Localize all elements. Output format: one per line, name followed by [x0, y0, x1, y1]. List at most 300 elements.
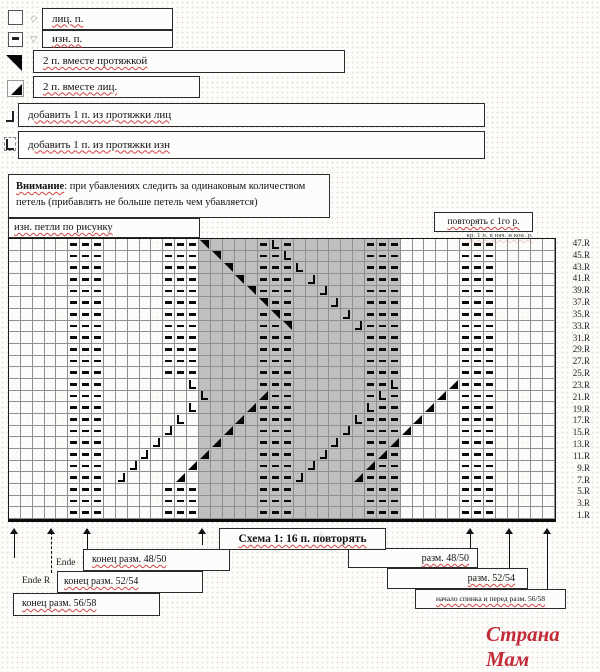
- chart-cell: [294, 297, 306, 309]
- chart-cell: [80, 356, 92, 368]
- stitch-symbol: [165, 266, 172, 269]
- chart-cell: [128, 239, 140, 251]
- chart-cell: [45, 379, 57, 391]
- chart-cell: [258, 332, 270, 344]
- chart-cell: [21, 367, 33, 379]
- chart-cell: [235, 367, 247, 379]
- chart-cell: [341, 262, 353, 274]
- stitch-symbol: [82, 500, 89, 503]
- stitch-symbol: [367, 511, 374, 514]
- chart-cell: [508, 507, 520, 519]
- stitch-symbol: [462, 488, 469, 491]
- chart-cell: [246, 449, 258, 461]
- chart-cell: [151, 391, 163, 403]
- chart-cell: [270, 414, 282, 426]
- chart-cell: [246, 251, 258, 263]
- up-arrow: [47, 528, 56, 573]
- stitch-symbol: [70, 371, 77, 374]
- chart-cell: [543, 239, 555, 251]
- chart-cell: [318, 414, 330, 426]
- chart-cell: [235, 251, 247, 263]
- chart-cell: [401, 426, 413, 438]
- chart-cell: [448, 461, 460, 473]
- stitch-symbol: [260, 418, 267, 421]
- chart-cell: [484, 449, 496, 461]
- chart-cell: [104, 344, 116, 356]
- chart-cell: [258, 367, 270, 379]
- chart-cell: [531, 414, 543, 426]
- chart-cell: [128, 402, 140, 414]
- stitch-symbol: [165, 278, 172, 281]
- chart-cell: [199, 391, 211, 403]
- chart-cell: [104, 262, 116, 274]
- chart-cell: [258, 274, 270, 286]
- chart-cell: [472, 274, 484, 286]
- chart-cell: [329, 274, 341, 286]
- stitch-symbol: [486, 476, 493, 479]
- stitch-symbol: [260, 278, 267, 281]
- stitch-symbol: [165, 313, 172, 316]
- stitch-symbol: [82, 266, 89, 269]
- chart-cell: [424, 461, 436, 473]
- stitch-symbol: [391, 336, 398, 339]
- chart-cell: [531, 297, 543, 309]
- stitch-symbol: [462, 278, 469, 281]
- stitch-symbol: [82, 465, 89, 468]
- stitch-symbol: [379, 290, 386, 293]
- stitch-symbol: [284, 453, 291, 456]
- chart-cell: [282, 484, 294, 496]
- chart-cell: [329, 356, 341, 368]
- chart-cell: [413, 321, 425, 333]
- chart-cell: [33, 437, 45, 449]
- chart-cell: [496, 321, 508, 333]
- chart-cell: [45, 472, 57, 484]
- chart-cell: [365, 449, 377, 461]
- chart-cell: [80, 344, 92, 356]
- chart-cell: [151, 379, 163, 391]
- stitch-symbol: [189, 290, 196, 293]
- chart-cell: [104, 379, 116, 391]
- chart-cell: [472, 472, 484, 484]
- stitch-symbol: [474, 278, 481, 281]
- chart-cell: [68, 461, 80, 473]
- chart-cell: [508, 286, 520, 298]
- stitch-symbol: [177, 371, 184, 374]
- stitch-symbol: [379, 243, 386, 246]
- chart-cell: [140, 251, 152, 263]
- chart-cell: [211, 297, 223, 309]
- chart-cell: [104, 496, 116, 508]
- stitch-symbol: [474, 383, 481, 386]
- stitch-symbol: [189, 500, 196, 503]
- chart-cell: [519, 402, 531, 414]
- stitch-symbol: [391, 290, 398, 293]
- chart-cell: [377, 251, 389, 263]
- chart-cell: [104, 507, 116, 519]
- stitch-symbol: [343, 310, 350, 319]
- chart-cell: [543, 251, 555, 263]
- chart-cell: [68, 507, 80, 519]
- stitch-symbol: [70, 453, 77, 456]
- chart-cell: [294, 262, 306, 274]
- chart-cell: [341, 484, 353, 496]
- stitch-symbol: [462, 313, 469, 316]
- chart-cell: [104, 367, 116, 379]
- legend-label: лиц. п.: [52, 12, 84, 25]
- chart-cell: [484, 391, 496, 403]
- stitch-symbol: [189, 266, 196, 269]
- chart-cell: [531, 461, 543, 473]
- chart-cell: [318, 461, 330, 473]
- chart-cell: [341, 379, 353, 391]
- chart-cell: [140, 426, 152, 438]
- chart-cell: [68, 251, 80, 263]
- chart-cell: [519, 367, 531, 379]
- chart-cell: [128, 426, 140, 438]
- stitch-symbol: [462, 465, 469, 468]
- chart-cell: [353, 402, 365, 414]
- chart-cell: [175, 286, 187, 298]
- chart-cell: [235, 309, 247, 321]
- chart-cell: [56, 251, 68, 263]
- stitch-symbol: [94, 290, 101, 293]
- stitch-symbol: [391, 476, 398, 479]
- chart-cell: [401, 449, 413, 461]
- stitch-symbol: [200, 450, 209, 459]
- chart-cell: [80, 274, 92, 286]
- stitch-symbol: [486, 360, 493, 363]
- stitch-symbol: [320, 450, 327, 459]
- chart-cell: [258, 297, 270, 309]
- stitch-symbol: [272, 278, 279, 281]
- chart-cell: [45, 507, 57, 519]
- chart-cell: [329, 391, 341, 403]
- chart-cell: [448, 286, 460, 298]
- stitch-symbol: [94, 418, 101, 421]
- chart-cell: [413, 507, 425, 519]
- chart-cell: [92, 496, 104, 508]
- chart-cell: [436, 344, 448, 356]
- chart-cell: [116, 379, 128, 391]
- chart-cell: [282, 391, 294, 403]
- chart-cell: [508, 449, 520, 461]
- stitch-symbol: [367, 430, 374, 433]
- chart-cell: [140, 309, 152, 321]
- stitch-symbol: [189, 255, 196, 258]
- chart-cell: [353, 344, 365, 356]
- chart-cell: [436, 321, 448, 333]
- chart-cell: [199, 344, 211, 356]
- chart-cell: [496, 251, 508, 263]
- chart-cell: [163, 251, 175, 263]
- stitch-symbol: [272, 240, 279, 249]
- stitch-symbol: [308, 275, 315, 284]
- chart-cell: [163, 426, 175, 438]
- chart-cell: [389, 274, 401, 286]
- stitch-symbol: [189, 403, 196, 412]
- chart-cell: [9, 356, 21, 368]
- chart-cell: [329, 472, 341, 484]
- chart-cell: [436, 251, 448, 263]
- chart-cell: [519, 251, 531, 263]
- stitch-symbol: [284, 243, 291, 246]
- chart-cell: [389, 356, 401, 368]
- chart-cell: [92, 379, 104, 391]
- chart-cell: [543, 496, 555, 508]
- chart-cell: [353, 391, 365, 403]
- row-label: 19.R: [572, 403, 590, 414]
- stitch-symbol: [70, 290, 77, 293]
- chart-cell: [128, 484, 140, 496]
- chart-cell: [163, 321, 175, 333]
- chart-cell: [401, 286, 413, 298]
- row-label: 45.R: [572, 249, 590, 260]
- chart-cell: [246, 426, 258, 438]
- size-box-48-50: разм. 48/50: [348, 548, 478, 568]
- chart-cell: [45, 321, 57, 333]
- chart-cell: [436, 297, 448, 309]
- chart-cell: [365, 507, 377, 519]
- chart-cell: [187, 286, 199, 298]
- chart-cell: [413, 297, 425, 309]
- chart-cell: [484, 426, 496, 438]
- chart-cell: [519, 309, 531, 321]
- chart-cell: [508, 402, 520, 414]
- chart-cell: [318, 391, 330, 403]
- stitch-symbol: [141, 450, 148, 459]
- chart-cell: [104, 332, 116, 344]
- chart-cell: [543, 262, 555, 274]
- row-label: 37.R: [572, 297, 590, 308]
- stitch-symbol: [82, 290, 89, 293]
- chart-cell: [401, 262, 413, 274]
- chart-cell: [33, 344, 45, 356]
- stitch-symbol: [70, 360, 77, 363]
- chart-cell: [21, 449, 33, 461]
- chart-cell: [235, 262, 247, 274]
- m1-purl-icon: [4, 137, 16, 151]
- chart-cell: [68, 472, 80, 484]
- stitch-symbol: [486, 278, 493, 281]
- chart-cell: [163, 332, 175, 344]
- stitch-symbol: [474, 453, 481, 456]
- chart-cell: [401, 309, 413, 321]
- chart-cell: [104, 321, 116, 333]
- chart-cell: [508, 239, 520, 251]
- stitch-symbol: [486, 395, 493, 398]
- stitch-symbol: [391, 313, 398, 316]
- chart-cell: [401, 332, 413, 344]
- size-end-box-56-58: конец разм. 56/58: [13, 593, 160, 616]
- stitch-symbol: [82, 360, 89, 363]
- chart-cell: [151, 344, 163, 356]
- chart-cell: [294, 239, 306, 251]
- chart-cell: [377, 449, 389, 461]
- stitch-symbol: [284, 336, 291, 339]
- chart-cell: [282, 507, 294, 519]
- stitch-symbol: [82, 406, 89, 409]
- chart-cell: [508, 437, 520, 449]
- chart-cell: [377, 484, 389, 496]
- chart-cell: [163, 391, 175, 403]
- chart-cell: [496, 449, 508, 461]
- stitch-symbol: [462, 430, 469, 433]
- chart-cell: [484, 274, 496, 286]
- chart-cell: [92, 332, 104, 344]
- chart-cell: [246, 286, 258, 298]
- chart-cell: [140, 496, 152, 508]
- chart-cell: [472, 332, 484, 344]
- chart-cell: [519, 496, 531, 508]
- chart-cell: [436, 391, 448, 403]
- chart-cell: [329, 437, 341, 449]
- chart-cell: [282, 449, 294, 461]
- stitch-symbol: [474, 266, 481, 269]
- stitch-symbol: [82, 395, 89, 398]
- stitch-symbol: [272, 488, 279, 491]
- chart-cell: [508, 484, 520, 496]
- chart-cell: [365, 402, 377, 414]
- chart-cell: [9, 426, 21, 438]
- chart-cell: [508, 356, 520, 368]
- chart-cell: [448, 437, 460, 449]
- chart-cell: [448, 402, 460, 414]
- chart-cell: [472, 297, 484, 309]
- chart-cell: [211, 356, 223, 368]
- chart-cell: [401, 356, 413, 368]
- chart-cell: [531, 321, 543, 333]
- m1-knit-icon: [6, 109, 14, 127]
- chart-cell: [9, 379, 21, 391]
- chart-cell: [187, 437, 199, 449]
- chart-cell: [151, 297, 163, 309]
- chart-cell: [199, 414, 211, 426]
- chart-cell: [329, 461, 341, 473]
- chart-cell: [460, 437, 472, 449]
- chart-cell: [270, 461, 282, 473]
- stitch-symbol: [486, 418, 493, 421]
- chart-cell: [389, 484, 401, 496]
- stitch-symbol: [82, 430, 89, 433]
- chart-cell: [460, 262, 472, 274]
- stitch-symbol: [462, 406, 469, 409]
- stitch-symbol: [474, 395, 481, 398]
- chart-cell: [318, 239, 330, 251]
- chart-cell: [306, 239, 318, 251]
- chart-cell: [436, 507, 448, 519]
- chart-cell: [519, 426, 531, 438]
- stitch-symbol: [379, 266, 386, 269]
- chart-cell: [223, 426, 235, 438]
- chart-cell: [128, 251, 140, 263]
- stitch-symbol: [367, 325, 374, 328]
- stitch-symbol: [94, 465, 101, 468]
- chart-cell: [21, 402, 33, 414]
- chart-cell: [472, 379, 484, 391]
- chart-cell: [151, 449, 163, 461]
- stitch-symbol: [82, 418, 89, 421]
- chart-cell: [306, 414, 318, 426]
- chart-cell: [472, 461, 484, 473]
- stitch-symbol: [94, 453, 101, 456]
- stitch-symbol: [391, 465, 398, 468]
- stitch-symbol: [82, 278, 89, 281]
- chart-cell: [543, 332, 555, 344]
- chart-cell: [151, 274, 163, 286]
- chart-cell: [460, 484, 472, 496]
- chart-cell: [282, 414, 294, 426]
- chart-cell: [496, 367, 508, 379]
- chart-cell: [389, 391, 401, 403]
- chart-cell: [21, 332, 33, 344]
- chart-cell: [448, 379, 460, 391]
- stitch-symbol: [212, 438, 221, 447]
- stitch-symbol: [486, 465, 493, 468]
- legend-item-m1-purl: [18, 131, 485, 159]
- chart-cell: [140, 437, 152, 449]
- chart-cell: [472, 367, 484, 379]
- stitch-symbol: [272, 430, 279, 433]
- chart-cell: [318, 402, 330, 414]
- chart-cell: [68, 309, 80, 321]
- stitch-symbol: [486, 406, 493, 409]
- chart-cell: [45, 332, 57, 344]
- chart-cell: [531, 274, 543, 286]
- chart-cell: [211, 496, 223, 508]
- chart-cell: [116, 356, 128, 368]
- chart-cell: [365, 367, 377, 379]
- stitch-symbol: [355, 415, 362, 424]
- chart-cell: [472, 286, 484, 298]
- up-arrow: [543, 528, 552, 590]
- chart-cell: [235, 449, 247, 461]
- stitch-symbol: [260, 255, 267, 258]
- chart-cell: [448, 321, 460, 333]
- chart-cell: [258, 414, 270, 426]
- chart-cell: [56, 297, 68, 309]
- chart-cell: [211, 251, 223, 263]
- chart-cell: [163, 367, 175, 379]
- chart-cell: [484, 507, 496, 519]
- chart-cell: [92, 344, 104, 356]
- chart-cell: [199, 297, 211, 309]
- chart-cell: [519, 414, 531, 426]
- stitch-symbol: [486, 301, 493, 304]
- stitch-symbol: [284, 476, 291, 479]
- stitch-symbol: [462, 500, 469, 503]
- chart-cell: [306, 472, 318, 484]
- stitch-symbol: [474, 418, 481, 421]
- chart-cell: [116, 367, 128, 379]
- chart-cell: [68, 379, 80, 391]
- chart-cell: [531, 449, 543, 461]
- chart-cell: [413, 461, 425, 473]
- chart-cell: [211, 414, 223, 426]
- chart-cell: [163, 484, 175, 496]
- chart-cell: [318, 437, 330, 449]
- chart-cell: [341, 472, 353, 484]
- stitch-symbol: [188, 461, 197, 470]
- chart-cell: [531, 391, 543, 403]
- chart-cell: [140, 379, 152, 391]
- stitch-symbol: [379, 418, 386, 421]
- stitch-symbol: [70, 476, 77, 479]
- chart-cell: [235, 391, 247, 403]
- chart-cell: [365, 286, 377, 298]
- chart-cell: [140, 239, 152, 251]
- chart-cell: [472, 437, 484, 449]
